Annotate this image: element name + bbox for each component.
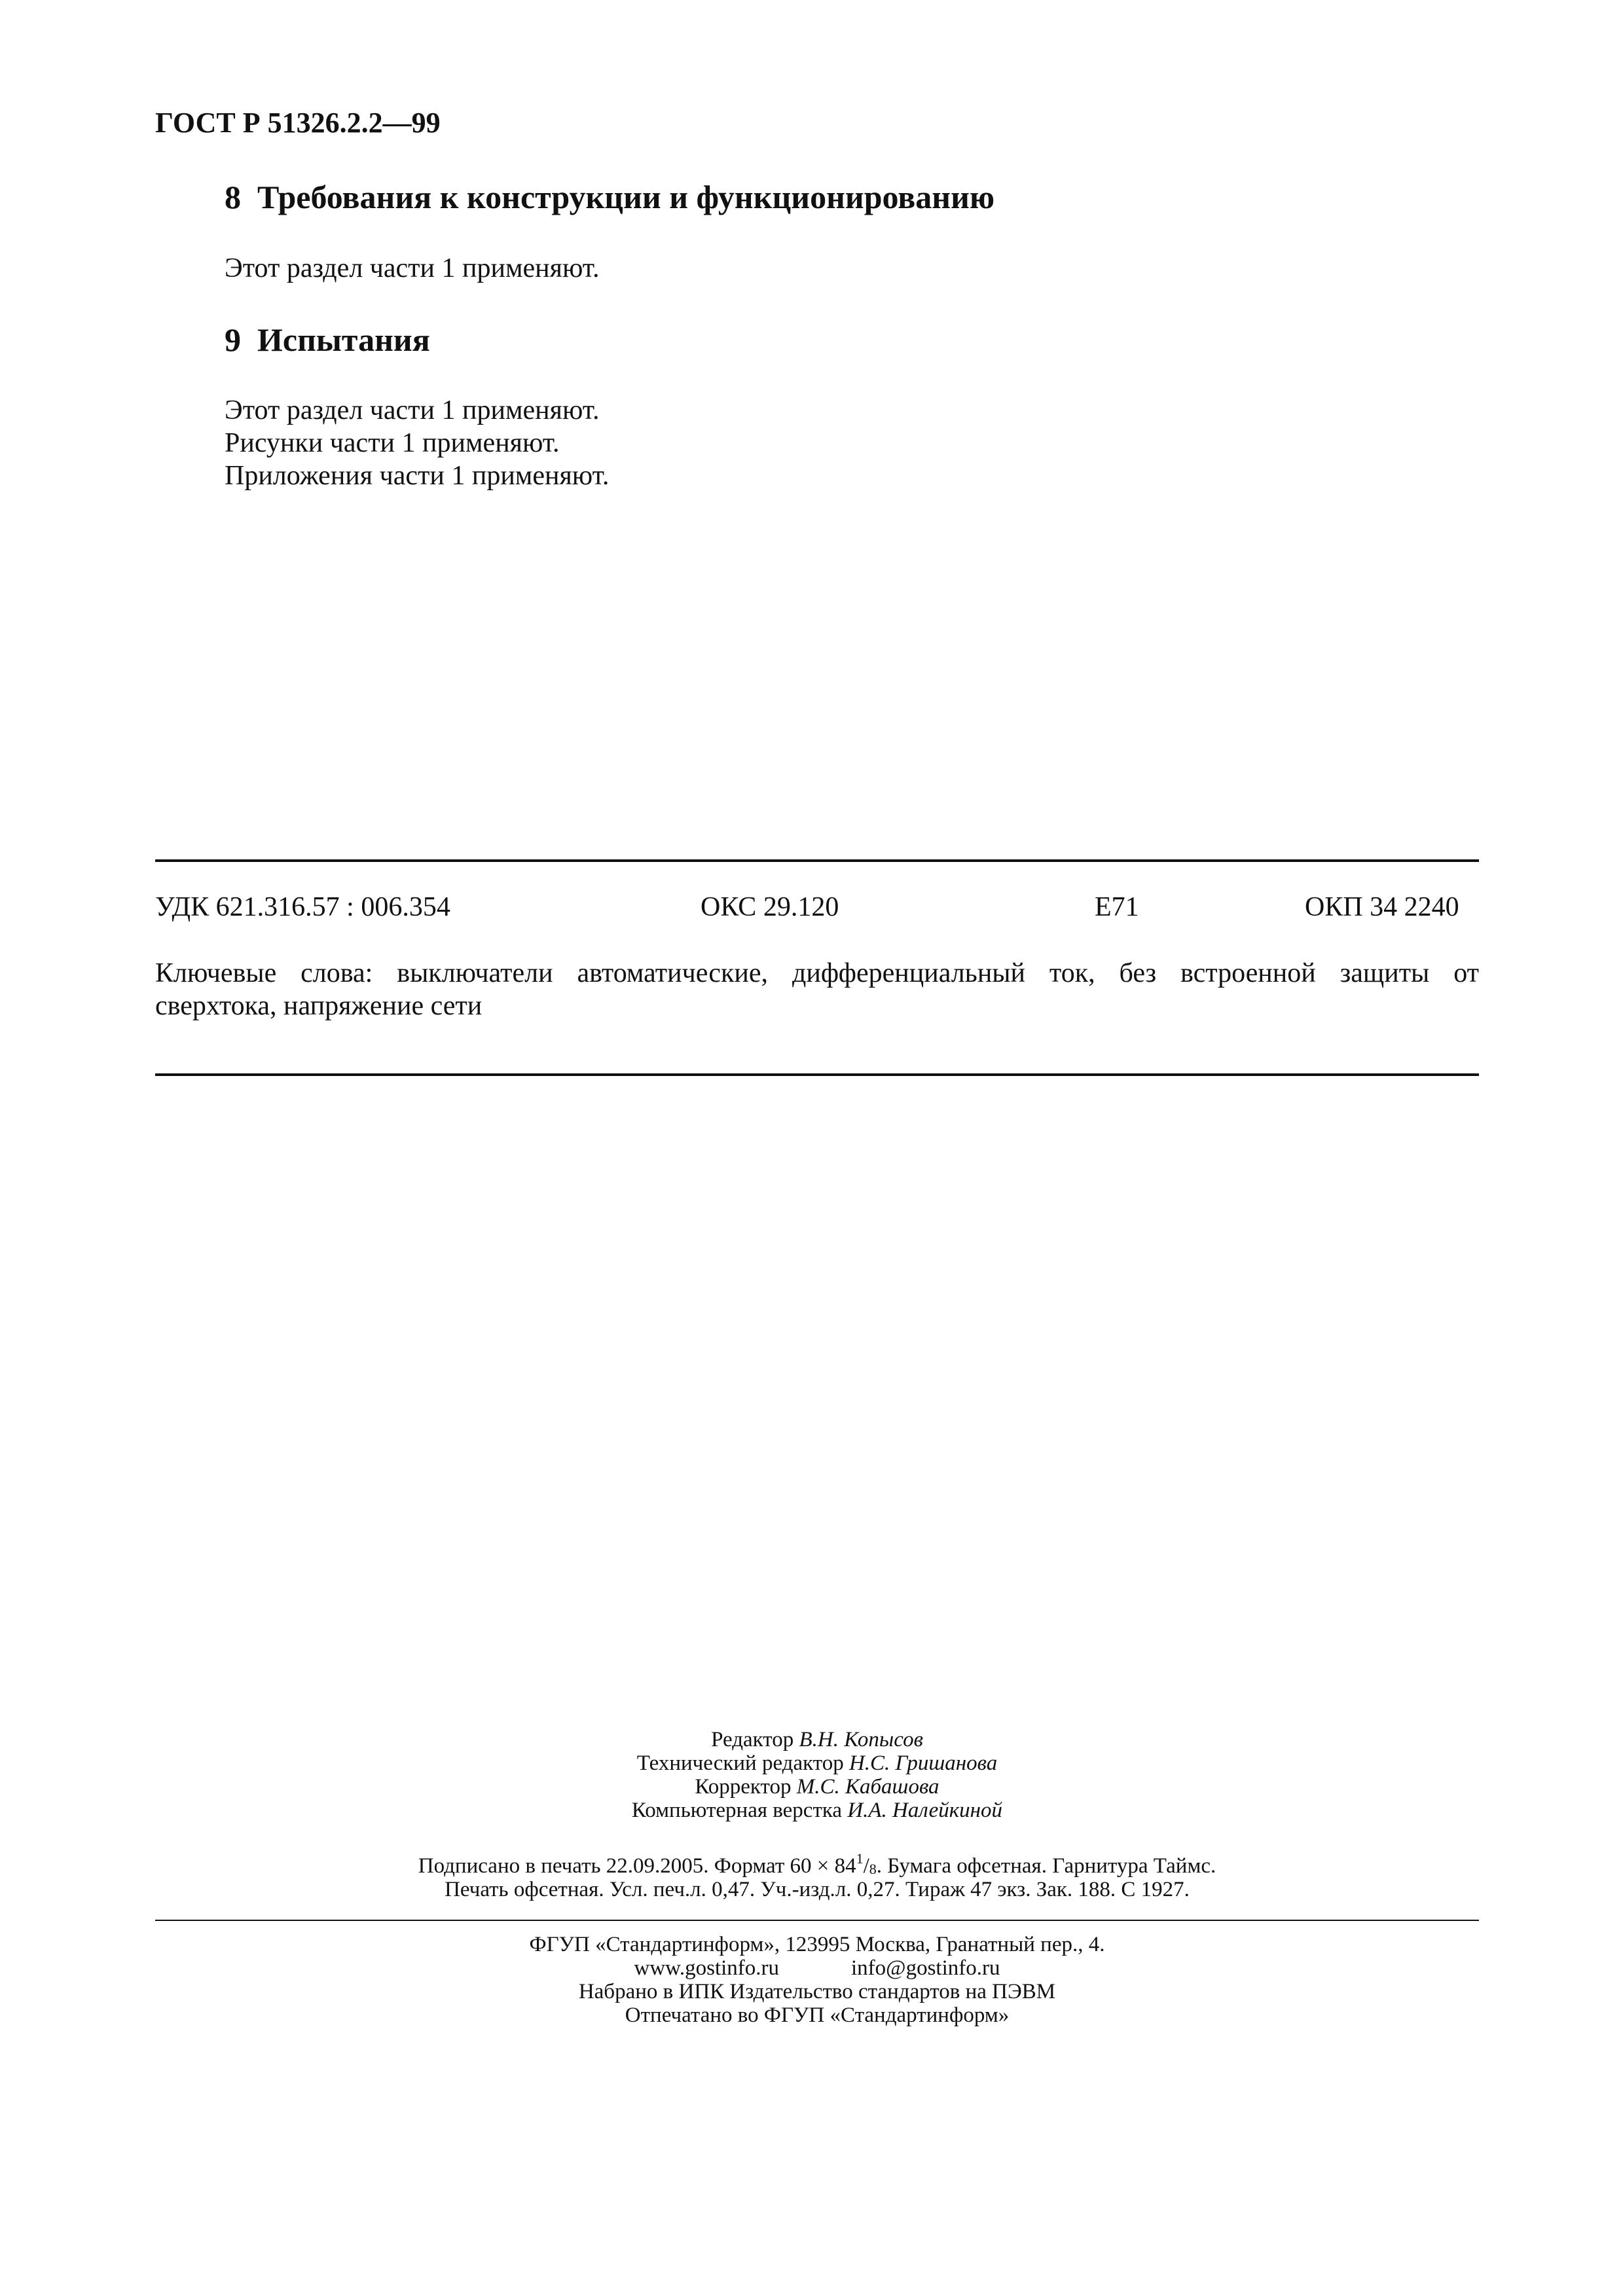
credit-role: Корректор <box>695 1775 792 1799</box>
section-8-title: Требования к конструкции и функционированию <box>257 179 995 215</box>
print-info <box>155 1850 1479 1901</box>
publisher-contacts <box>155 1956 1479 1980</box>
imprint-divider <box>155 1920 1479 1921</box>
section-9-line: Этот раздел части 1 применяют. <box>225 395 600 425</box>
section-8-text: Этот раздел части 1 применяют. <box>225 253 600 283</box>
credit-role: Редактор <box>711 1728 794 1751</box>
bottom-divider <box>155 1073 1479 1076</box>
print-info-line-1: Подписано в печать 22.09.2005. Формат $60 \times 84^1/_8$. Бумага офсетная. Гарнитура Таймс. <box>418 1850 1216 1878</box>
credit-proofreader <box>155 1775 1479 1799</box>
top-divider <box>155 859 1479 862</box>
section-9-text <box>225 394 609 492</box>
credit-layout <box>155 1799 1479 1822</box>
credits-block <box>155 1728 1479 1822</box>
section-8-heading <box>225 178 994 216</box>
credit-name: В.Н. Копысов <box>799 1728 923 1751</box>
section-9-number: 9 <box>225 321 241 358</box>
format-sup: 1 <box>856 1850 864 1867</box>
oks-code: ОКС 29.120 <box>701 892 839 922</box>
credit-name: И.А. Налейкиной <box>847 1799 1003 1822</box>
e-code: Е71 <box>1095 892 1139 922</box>
credit-tech-editor <box>155 1751 1479 1775</box>
keywords <box>155 957 1479 1022</box>
publisher-block <box>155 1933 1479 2027</box>
credit-role: Технический редактор <box>636 1751 844 1775</box>
document-code: ГОСТ Р 51326.2.2—99 <box>155 107 441 139</box>
publisher-printed: Отпечатано во ФГУП «Стандартинформ» <box>625 2003 1010 2027</box>
section-9-title: Испытания <box>257 321 430 358</box>
print-info-line-2: Печать офсетная. Усл. печ.л. 0,47. Уч.-изд.л. 0,27. Тираж 47 экз. Зак. 188. С 1927. <box>445 1878 1190 1901</box>
section-8-number: 8 <box>225 179 241 215</box>
credit-role: Компьютерная верстка <box>631 1799 843 1822</box>
credit-editor <box>155 1728 1479 1751</box>
section-9-heading <box>225 321 430 359</box>
credit-name: М.С. Кабашова <box>796 1775 939 1799</box>
publisher-email: info@gostinfo.ru <box>851 1956 1000 1980</box>
credit-name: Н.С. Гришанова <box>848 1751 998 1775</box>
udk-code: УДК 621.316.57 : 006.354 <box>155 892 450 922</box>
format-sub: 8 <box>869 1861 877 1877</box>
keywords-line-2: сверхтока, напряжение сети <box>155 991 483 1021</box>
okp-code: ОКП 34 2240 <box>1305 892 1459 922</box>
publisher-website: www.gostinfo.ru <box>634 1956 780 1980</box>
publisher-typeset: Набрано в ИПК Издательство стандартов на ПЭВМ <box>578 1980 1056 2003</box>
publisher-address: ФГУП «Стандартинформ», 123995 Москва, Гранатный пер., 4. <box>529 1933 1105 1956</box>
keywords-line-1: Ключевые слова: выключатели автоматические, дифференциальный ток, без встроенной защиты от <box>155 958 1479 988</box>
section-9-line: Рисунки части 1 применяют. <box>225 428 560 458</box>
section-9-line: Приложения части 1 применяют. <box>225 461 610 491</box>
